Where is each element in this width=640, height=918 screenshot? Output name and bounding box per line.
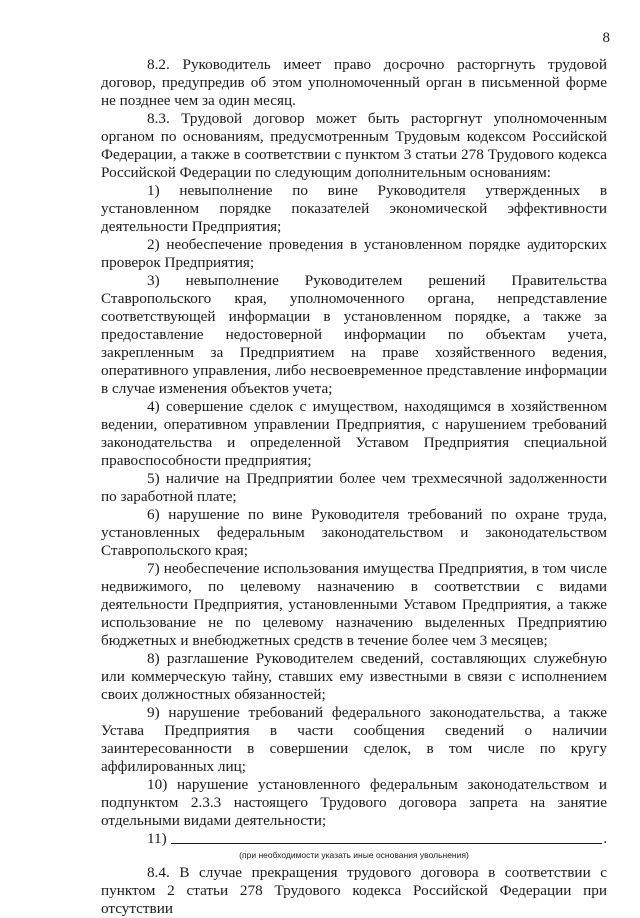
list-item-6: 6) нарушение по вине Руководителя требований по охране труда, установленных федеральным законодательством и законодательством Ставропольского края;	[101, 506, 607, 559]
list-item-5: 5) наличие на Предприятии более чем трехмесячной задолженности по заработной плате;	[101, 470, 607, 505]
fill-in-line	[171, 843, 603, 844]
page-number: 8	[602, 30, 610, 46]
list-item-4: 4) совершение сделок с имуществом, находящимся в хозяйственном ведении, оперативном управлении Предприятия, с нарушением требований законодательства и определенной Уставом Предприятия специальной правоспособности предприятия;	[101, 398, 607, 469]
list-item-1: 1) невыполнение по вине Руководителя утвержденных в установленном порядке показателей экономической эффективности деятельности Предприятия;	[101, 182, 607, 235]
list-item-3: 3) невыполнение Руководителем решений Правительства Ставропольского края, уполномоченного органа, непредставление соответствующей информации в установленном порядке, а также за предоставление недостоверной информации по объектам учета, закрепленным за Предприятием на праве хозяйственного ведения, оперативного управления, либо несвоевременное представление информации в случае изменения объектов учета;	[101, 272, 607, 397]
fill-in-caption: (при необходимости указать иные основания увольнения)	[239, 850, 469, 860]
list-item-7: 7) необеспечение использования имущества Предприятия, в том числе недвижимого, по целевому назначению в соответствии с видами деятельности Предприятия, установленными Уставом Предприятия, а также использование не по целевому назначению выделенных Предприятию бюджетных и внебюджетных средств в течение более чем 3 месяцев;	[101, 560, 607, 649]
paragraph-8-4: 8.4. В случае прекращения трудового договора в соответствии с пунктом 2 статьи 278 Трудового кодекса Российской Федерации при отсутствии	[101, 864, 607, 917]
paragraph-8-2: 8.2. Руководитель имеет право досрочно расторгнуть трудовой договор, предупредив об этом уполномоченный орган в письменной форме не позднее чем за один месяц.	[101, 56, 607, 109]
list-item-11-end: .	[603, 830, 607, 847]
paragraph-8-3: 8.3. Трудовой договор может быть расторгнут уполномоченным органом по основаниям, предусмотренным Трудовым кодексом Российской Федерации, а также в соответствии с пунктом 3 статьи 278 Трудового кодекса Российской Федерации по следующим дополнительным основаниям:	[101, 110, 607, 181]
list-item-2: 2) необеспечение проведения в установленном порядке аудиторских проверок Предприятия;	[101, 236, 607, 271]
document-body	[101, 56, 607, 918]
list-item-8: 8) разглашение Руководителем сведений, составляющих служебную или коммерческую тайну, ставших ему известными в связи с исполнением своих должностных обязанностей;	[101, 650, 607, 703]
list-item-9: 9) нарушение требований федерального законодательства, а также Устава Предприятия в части сообщения сведений о наличии заинтересованности в совершении сделок, в том числе по кругу аффилированных лиц;	[101, 704, 607, 775]
list-item-11-number: 11)	[147, 830, 167, 847]
list-item-11-blank	[101, 830, 607, 848]
list-item-10: 10) нарушение установленного федеральным законодательством и подпунктом 2.3.3 настоящего Трудового договора запрета на занятие отдельными видами деятельности;	[101, 776, 607, 829]
